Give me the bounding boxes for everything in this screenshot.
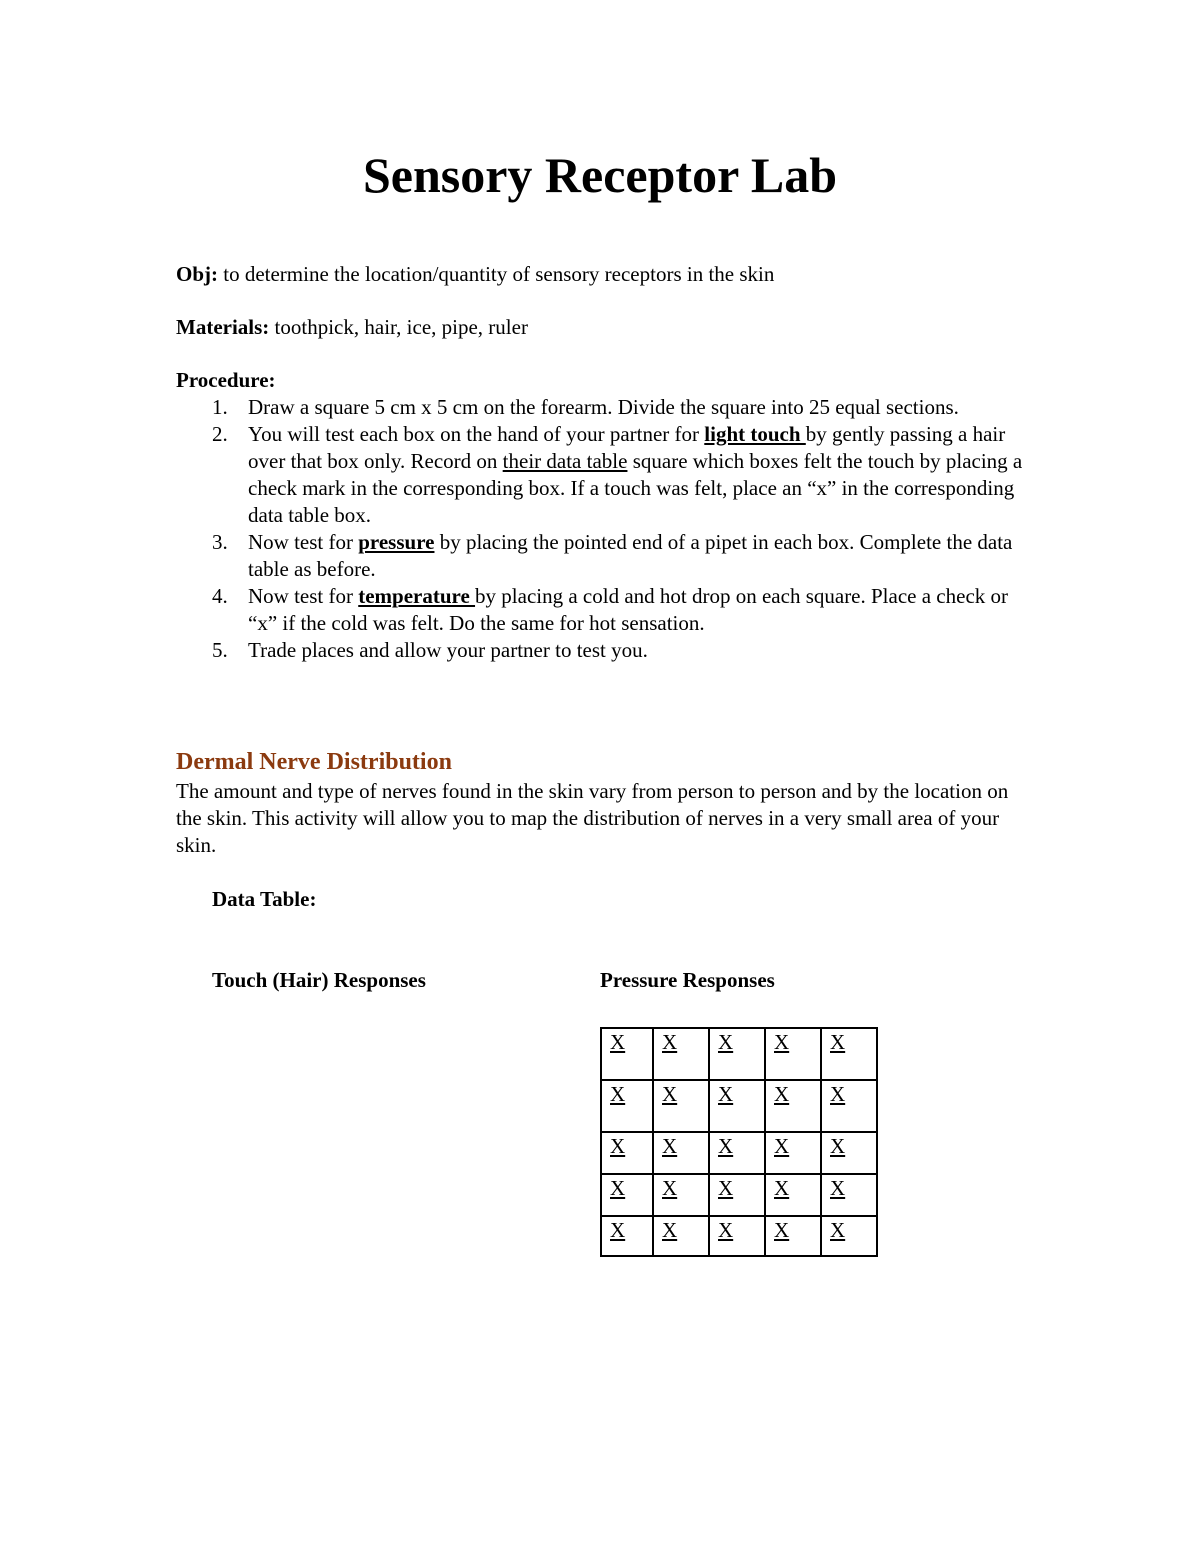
procedure-step [176,583,1036,637]
grid-cell: X [821,1216,877,1256]
grid-cell: X [601,1080,653,1132]
step-underline: their data table [502,449,628,473]
grid-cell: X [765,1080,821,1132]
grid-cell: X [709,1132,765,1174]
step-number: 2. [212,422,228,446]
step-text: by gently passing a hair over that box only. Record on [248,422,1006,473]
grid-cell: X [601,1028,653,1080]
pressure-responses-grid [600,1027,878,1257]
procedure-label: Procedure: [176,368,276,392]
objective-line [176,261,774,288]
step-number: 1. [212,395,228,419]
touch-responses-heading: Touch (Hair) Responses [212,968,426,992]
objective-label: Obj: [176,262,218,286]
grid-cell: X [709,1028,765,1080]
grid-cell: X [653,1132,709,1174]
materials-label: Materials: [176,315,270,339]
procedure-list [176,394,1036,664]
grid-cell: X [653,1174,709,1216]
pressure-responses-heading: Pressure Responses [600,968,775,992]
grid-cell: X [709,1216,765,1256]
step-emphasis: pressure [358,530,435,554]
grid-cell: X [601,1216,653,1256]
grid-cell: X [765,1174,821,1216]
grid-cell: X [601,1174,653,1216]
section-body: The amount and type of nerves found in the skin vary from person to person and by the location on the skin. This activity will allow you to map the distribution of nerves in a very small area of your skin. [176,779,1009,857]
grid-cell: X [653,1216,709,1256]
section-heading: Dermal Nerve Distribution [176,749,452,775]
grid-cell: X [821,1028,877,1080]
grid-row [601,1132,877,1174]
step-text: square which boxes felt the touch by placing a check mark in the corresponding box. If a touch was felt, place an “x” in the corresponding data table box. [248,449,1023,527]
step-number: 5. [212,638,228,662]
grid-cell: X [821,1174,877,1216]
step-number: 3. [212,530,228,554]
grid-cell: X [821,1080,877,1132]
procedure-step [176,421,1036,529]
step-number: 4. [212,584,228,608]
grid-cell: X [765,1216,821,1256]
step-text: Draw a square 5 cm x 5 cm on the forearm. Divide the square into 25 equal sections. [248,395,959,419]
step-emphasis: temperature [358,584,476,608]
step-text: Trade places and allow your partner to test you. [248,638,648,662]
procedure-step [176,637,1036,664]
grid-cell: X [653,1080,709,1132]
materials-line [176,314,528,341]
step-text: You will test each box on the hand of your partner for [248,422,705,446]
grid-row [601,1174,877,1216]
data-table-label: Data Table: [212,887,317,911]
materials-text: toothpick, hair, ice, pipe, ruler [269,315,528,339]
step-text: by placing the pointed end of a pipet in each box. Complete the data table as before. [248,530,1013,581]
grid-cell: X [765,1132,821,1174]
grid-cell: X [765,1028,821,1080]
step-text: by placing a cold and hot drop on each square. Place a check or “x” if the cold was felt. Do the same for hot sensation. [248,584,1009,635]
page-title: Sensory Receptor Lab [362,147,838,203]
grid-cell: X [601,1132,653,1174]
grid-row [601,1216,877,1256]
step-emphasis: light touch [704,422,806,446]
grid-cell: X [821,1132,877,1174]
grid-row [601,1028,877,1080]
grid-cell: X [709,1080,765,1132]
step-text: Now test for [248,584,359,608]
grid-row [601,1080,877,1132]
step-text: Now test for [248,530,359,554]
procedure-step [176,529,1036,583]
objective-text: to determine the location/quantity of sensory receptors in the skin [218,262,775,286]
grid-cell: X [709,1174,765,1216]
procedure-step [176,394,1036,421]
grid-cell: X [653,1028,709,1080]
